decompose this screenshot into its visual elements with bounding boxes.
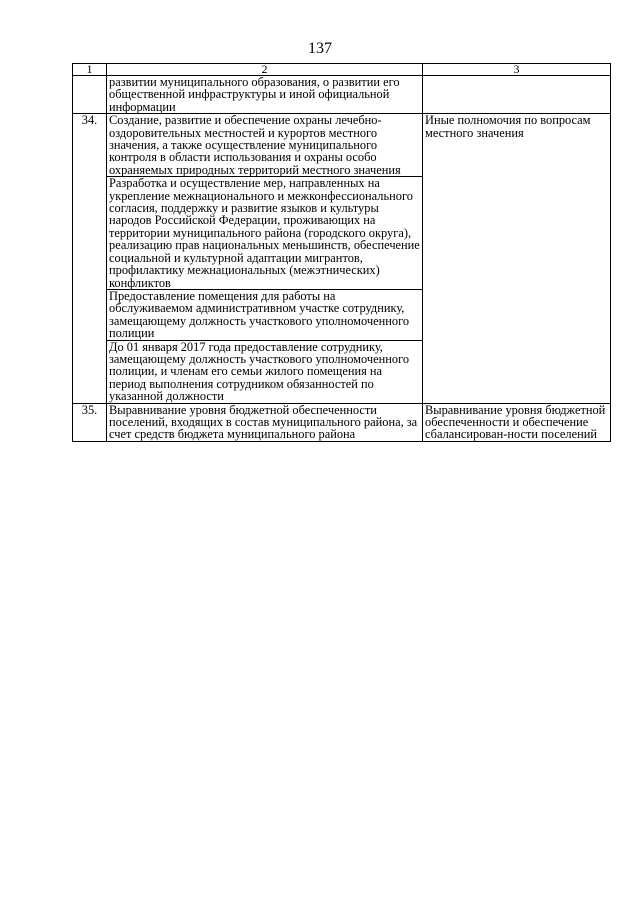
row-description-item: Предоставление помещения для работы на обслуживаемом административном участке сотруднику, замещающему должность участкового уполномоченного полиции xyxy=(107,290,422,341)
powers-table xyxy=(72,63,611,442)
page-number: 137 xyxy=(308,40,332,57)
row-number: 34. xyxy=(73,114,107,403)
row-category xyxy=(423,76,611,114)
table-header-row xyxy=(73,64,611,76)
row-description: Выравнивание уровня бюджетной обеспеченности поселений, входящих в состав муниципального района, за счет средств бюджета муниципального района xyxy=(107,403,423,441)
row-number: 35. xyxy=(73,403,107,441)
header-col-3: 3 xyxy=(423,64,611,76)
row-description-item: Создание, развитие и обеспечение охраны лечебно-оздоровительных местностей и курортов местного значения, а также осуществление муниципального контроля в области использования и охраны особо охраняемых природных территорий местного значения xyxy=(107,114,422,177)
table-row-35 xyxy=(73,403,611,441)
row-number xyxy=(73,76,107,114)
table-row-continuation xyxy=(73,76,611,114)
header-col-2: 2 xyxy=(107,64,423,76)
header-col-1: 1 xyxy=(73,64,107,76)
row-category: Выравнивание уровня бюджетной обеспеченности и обеспечение сбалансирован-ности поселений xyxy=(423,403,611,441)
row-description: развитии муниципального образования, о развитии его общественной инфраструктуры и иной официальной информации xyxy=(107,76,423,114)
row-description-group xyxy=(107,114,423,403)
row-category: Иные полномочия по вопросам местного значения xyxy=(423,114,611,403)
row-description-item: До 01 января 2017 года предоставление сотруднику, замещающему должность участкового уполномоченного полиции, и членам его семьи жилого помещения на период выполнения сотрудником обязанностей по указанной должности xyxy=(109,339,410,404)
table-row-34 xyxy=(73,114,611,403)
row-description-item: Разработка и осуществление мер, направленных на укрепление межнационального и межконфессионального согласия, поддержку и развитие языков и культуры народов Российской Федерации, проживающих на территории муниципального района (городского округа), реализацию прав национальных меньшинств, обеспечение социальной и культурной адаптации мигрантов, профилактику межнациональных (межэтнических) конфликтов xyxy=(107,177,422,290)
